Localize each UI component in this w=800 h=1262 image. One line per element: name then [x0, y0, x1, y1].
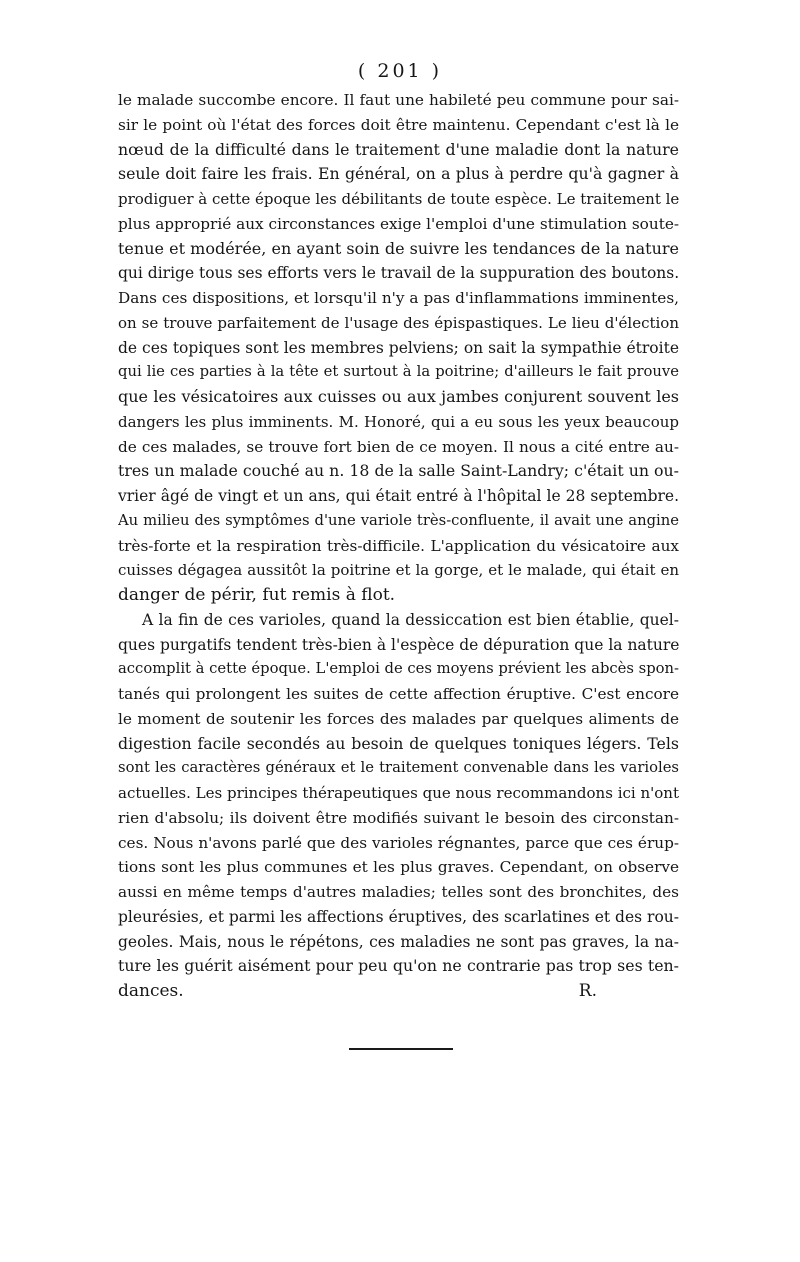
text-line: le moment de soutenir les forces des malades par quelques aliments de [118, 709, 679, 728]
text-line: sont les caractères généraux et le traitement convenable dans les varioles [118, 759, 679, 777]
text-line: aussi en même temps d'autres maladies; telles sont des bronchites, des [118, 883, 679, 901]
text-line: accomplit à cette époque. L'emploi de ces moyens prévient les abcès spon- [118, 660, 679, 678]
text-line: qui dirige tous ses efforts vers le travail de la suppuration des boutons. [118, 264, 679, 283]
text-line: ques purgatifs tendent très-bien à l'espèce de dépuration que la nature [118, 635, 679, 654]
text-line: cuisses dégagea aussitôt la poitrine et la gorge, et le malade, qui était en [118, 561, 679, 580]
text-line: rien d'absolu; ils doivent être modifiés suivant le besoin des circonstan- [118, 808, 679, 827]
text-line: ces. Nous n'avons parlé que des varioles régnantes, parce que ces érup- [118, 833, 679, 852]
text-line: vrier âgé de vingt et un ans, qui était entré à l'hôpital le 28 septembre. [118, 487, 679, 505]
text-line: tanés qui prolongent les suites de cette affection éruptive. C'est encore [118, 685, 679, 703]
author-signature: R. [578, 981, 597, 1001]
text-line: très-forte et la respiration très-difficile. L'application du vésicatoire aux [118, 536, 679, 555]
text-line: que les vésicatoires aux cuisses ou aux jambes conjurent souvent les [118, 387, 679, 406]
text-line: le malade succombe encore. Il faut une habileté peu commune pour sai- [118, 91, 679, 109]
closing-text: dances. [118, 981, 184, 1001]
text-line: digestion facile secondés au besoin de quelques toniques légers. Tels [118, 733, 679, 753]
text-line: ture les guérit aisément pour peu qu'on ne contrarie pas trop ses ten- [118, 956, 679, 976]
text-line: sir le point où l'état des forces doit être maintenu. Cependant c'est là le [118, 115, 679, 134]
text-line: prodiguer à cette époque les débilitants de toute espèce. Le traitement le [118, 190, 679, 208]
body-text [118, 88, 679, 1004]
text-line: tres un malade couché au n. 18 de la salle Saint-Landry; c'était un ou- [118, 461, 679, 481]
text-line: dangers les plus imminents. M. Honoré, qui a eu sous les yeux beaucoup [118, 412, 679, 431]
text-line: de ces malades, se trouve fort bien de ce moyen. Il nous a cité entre au- [118, 437, 679, 456]
text-line: plus approprié aux circonstances exige l'emploi d'une stimulation soute- [118, 214, 679, 233]
text-line: qui lie ces parties à la tête et surtout à la poitrine; d'ailleurs le fait prouve [118, 363, 679, 381]
text-line: danger de périr, fut remis à flot. [118, 585, 396, 605]
text-line: actuelles. Les principes thérapeutiques que nous recommandons ici n'ont [118, 784, 679, 802]
text-line: geoles. Mais, nous le répétons, ces maladies ne sont pas graves, la na- [118, 932, 679, 951]
text-line: tenue et modérée, en ayant soin de suivre les tendances de la nature [118, 238, 679, 258]
text-line: seule doit faire les frais. En général, on a plus à perdre qu'à gagner à [118, 164, 679, 184]
text-line: A la fin de ces varioles, quand la dessiccation est bien établie, quel- [142, 610, 679, 629]
text-line: nœud de la difficulté dans le traitement d'une maladie dont la nature [118, 139, 679, 159]
text-line: tions sont les plus communes et les plus graves. Cependant, on observe [118, 858, 679, 877]
text-line: de ces topiques sont les membres pelviens; on sait la sympathie étroite [118, 338, 679, 357]
closing-line [118, 979, 679, 1004]
text-line: Dans ces dispositions, et lorsqu'il n'y a pas d'inflammations imminentes, [118, 289, 679, 307]
section-divider [349, 1048, 453, 1050]
page-number: ( 201 ) [357, 60, 443, 82]
text-line: pleurésies, et parmi les affections éruptives, des scarlatines et des rou- [118, 907, 679, 926]
text-line: on se trouve parfaitement de l'usage des épispastiques. Le lieu d'élection [118, 313, 679, 332]
text-line: Au milieu des symptômes d'une variole très-confluente, il avait une angine [118, 511, 679, 529]
